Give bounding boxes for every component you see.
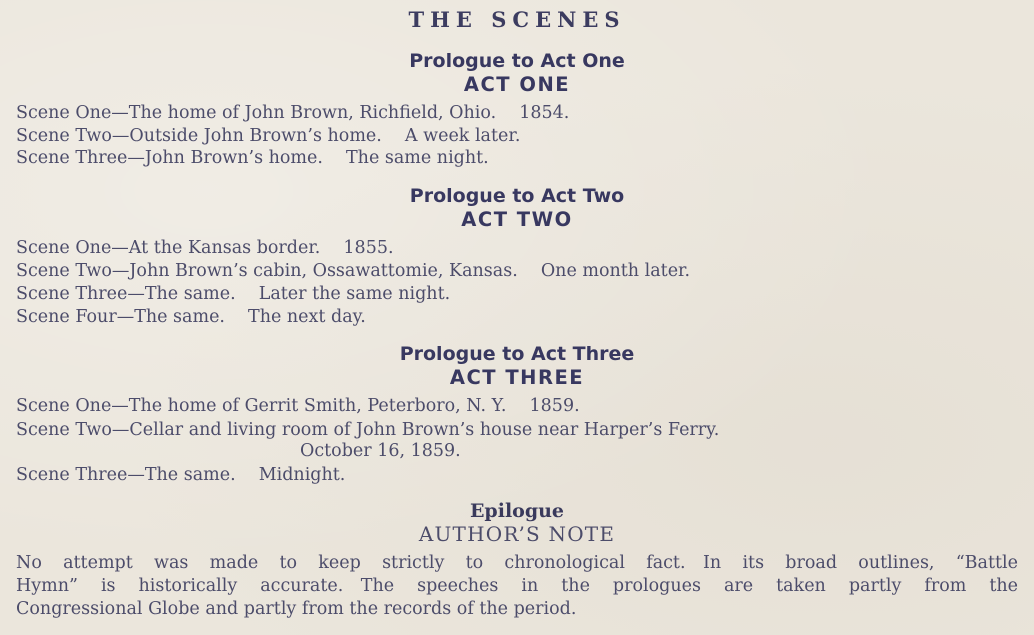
author-note-line: Congressional Globe and partly from the records of the period. [16,599,577,619]
act-three-scene-one: Scene One—The home of Gerrit Smith, Peterboro, N. Y. 1859. [16,396,580,416]
act-three-scene-two-date: October 16, 1859. [300,441,461,461]
act-two-heading: ACT TWO [461,208,573,231]
act-two-scene-three: Scene Three—The same. Later the same night. [16,284,451,304]
act-three-scene-three: Scene Three—The same. Midnight. [16,465,346,485]
prologue-act-three: Prologue to Act Three [399,343,635,365]
author-note-line: No attempt was made to keep strictly to chronological fact. In its broad outlines, “Battle [16,553,1018,573]
act-one-scene-two: Scene Two—Outside John Brown’s home. A week later. [16,126,521,146]
act-three-heading: ACT THREE [449,366,585,389]
prologue-act-one: Prologue to Act One [409,50,625,72]
act-three-scene-two: Scene Two—Cellar and living room of John Brown’s house near Harper’s Ferry. [16,420,720,440]
act-two-scene-two: Scene Two—John Brown’s cabin, Ossawattomie, Kansas. One month later. [16,261,691,281]
act-two-scene-one: Scene One—At the Kansas border. 1855. [16,238,394,258]
act-one-scene-one: Scene One—The home of John Brown, Richfield, Ohio. 1854. [16,103,570,123]
author-note-heading: AUTHOR’S NOTE [418,522,616,546]
author-note-line: Hymn” is historically accurate. The speeches in the prologues are taken partly from the [16,576,1018,596]
prologue-act-two: Prologue to Act Two [409,185,625,207]
epilogue-heading: Epilogue [469,500,565,522]
act-one-heading: ACT ONE [463,73,571,96]
act-two-scene-four: Scene Four—The same. The next day. [16,307,366,327]
act-one-scene-three: Scene Three—John Brown’s home. The same night. [16,148,489,168]
page-title: THE SCENES [408,7,626,32]
